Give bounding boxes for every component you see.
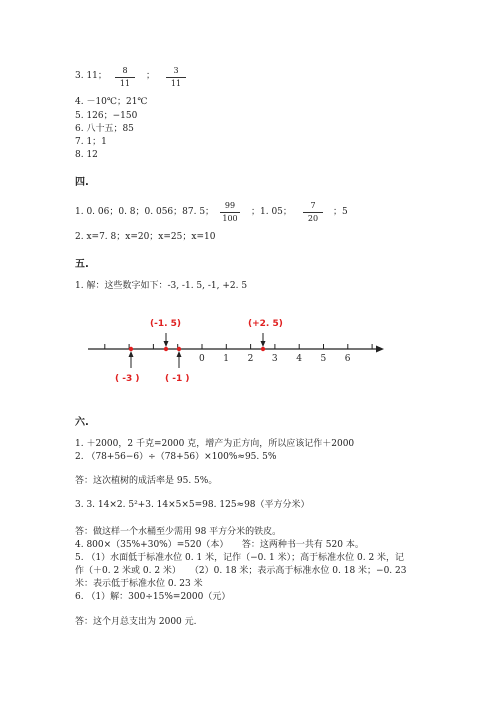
- fraction-numerator: 99: [220, 201, 240, 213]
- fraction-denominator: 11: [170, 79, 182, 88]
- answer-7: 7. 1；1: [75, 137, 107, 147]
- point-minus-1-5: [164, 347, 168, 351]
- sec6-q5-line2: 作（＋0. 2 米或 0. 2 米） （2）0. 18 米；表示高于标准水位 0. 18 米；−0. 23: [75, 566, 407, 576]
- answer-3-separator: ；: [146, 71, 156, 81]
- sec4-q1-end: ；5: [333, 207, 348, 217]
- arrow-minus-3: [129, 351, 134, 368]
- tick-label: 4: [296, 354, 302, 364]
- fraction-numerator: 3: [166, 66, 186, 78]
- sec6-q4: 4. 800×（35%+30%）=520（本） 答：这两种书一共有 520 本。: [75, 540, 364, 550]
- point-minus-1: [177, 347, 181, 351]
- sec4-q1-mid: ；1. 05；: [251, 207, 292, 217]
- tick-label: 2: [247, 354, 254, 364]
- sec6-q1: 1. ＋2000，2 千克=2000 克，增产为正方向，所以应该记作＋2000: [75, 439, 355, 449]
- answer-5: 5. 126；−150: [75, 111, 138, 121]
- arrow-minus-1: [177, 351, 182, 368]
- label-minus-1-5: (-1. 5): [150, 319, 182, 329]
- sec4-q2: 2. x=7. 8；x=20；x=25；x=10: [75, 232, 216, 242]
- sec6-q6-answer: 答：这个月总支出为 2000 元.: [75, 617, 197, 627]
- tick-label: 1: [223, 354, 230, 364]
- section-4-heading: 四.: [75, 177, 89, 188]
- sec6-q5-line3: 米：表示低于标准水位 0. 23 米: [75, 579, 203, 589]
- answer-4: 4. －10℃；21℃: [75, 97, 148, 107]
- sec4-q1-prefix: 1. 0. 06；0. 8；0. 056；87. 5；: [75, 207, 215, 217]
- tick-label: 3: [271, 354, 278, 364]
- fraction-denominator: 11: [119, 79, 131, 88]
- sec5-q1: 1. 解：这些数字如下：-3, -1. 5, -1, +2. 5: [75, 281, 248, 291]
- arrow-minus-1-5: [164, 333, 169, 347]
- answer-3-prefix: 3. 11；: [75, 71, 107, 81]
- axis-arrowhead: [376, 346, 384, 353]
- fraction-denominator: 100: [222, 214, 238, 223]
- tick-label: 0: [199, 354, 205, 364]
- section-5-heading: 五.: [75, 259, 89, 270]
- arrow-plus-2-5: [261, 333, 266, 347]
- label-plus-2-5: (+2. 5): [248, 319, 283, 329]
- sec6-q5-line1: 5. （1）水面低于标准水位 0. 1 米，记作（−0. 1 米）；高于标准水位 0. 2 米，记: [75, 553, 405, 563]
- sec6-q2: 2. （78+56−6）÷（78+56）×100%≈95. 5%: [75, 452, 277, 462]
- section-6-heading: 六.: [75, 417, 89, 428]
- sec6-q2-answer: 答：这次植树的成活率是 95. 5%。: [75, 476, 218, 486]
- label-minus-1: ( -1 ): [165, 374, 190, 384]
- answer-8: 8. 12: [75, 150, 98, 160]
- sec6-q3: 3. 3. 14×2. 5²+3. 14×5×5=98. 125≈98（平方分米）: [75, 500, 310, 510]
- sec6-q3-answer: 答：做这样一个水桶至少需用 98 平方分米的铁皮。: [75, 527, 282, 537]
- fraction-numerator: 8: [115, 66, 135, 78]
- tick-label: 6: [344, 354, 351, 364]
- tick-label: 5: [320, 354, 327, 364]
- point-minus-3: [129, 347, 133, 351]
- answer-6: 6. 八十五；85: [75, 124, 134, 134]
- point-plus-2-5: [261, 347, 265, 351]
- fraction-denominator: 20: [307, 214, 319, 223]
- sec6-q6: 6. （1）解：300÷15%=2000（元）: [75, 592, 231, 602]
- fraction-numerator: 7: [303, 201, 323, 213]
- label-minus-3: ( -3 ): [115, 374, 140, 384]
